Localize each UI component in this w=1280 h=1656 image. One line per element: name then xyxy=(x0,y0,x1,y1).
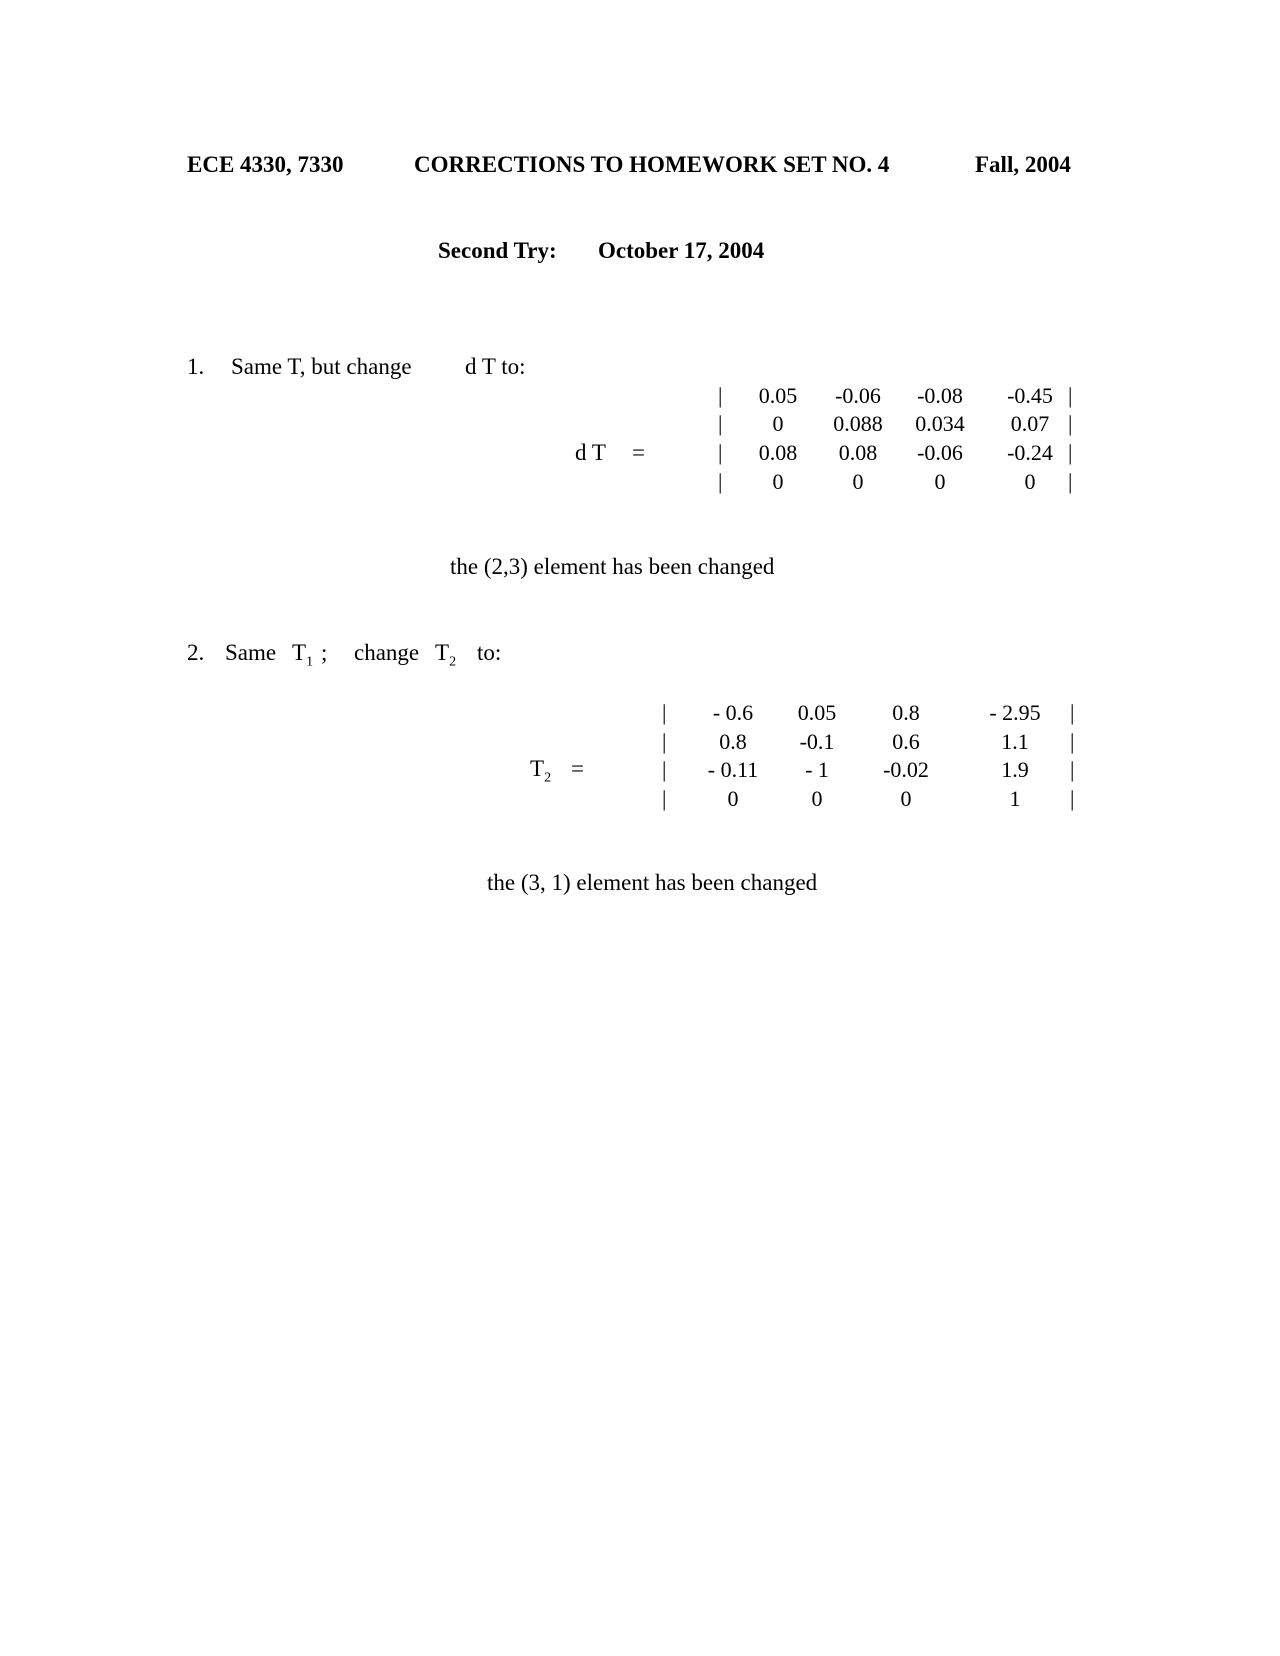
t2-matrix-cell-r3-c3: -0.02 xyxy=(883,757,929,782)
t2-matrix-cell-r1-c3: 0.8 xyxy=(892,700,920,725)
dt-equals-sign: = xyxy=(632,440,645,465)
t2-matrix-label-subscript: 2 xyxy=(544,770,552,786)
t2-subscript: 2 xyxy=(449,654,457,670)
problem-1-note: the (2,3) element has been changed xyxy=(450,554,775,579)
t2-base: T xyxy=(435,640,450,665)
dt-matrix-left-bracket: | xyxy=(718,411,723,436)
t2-matrix-left-bracket: | xyxy=(662,700,667,725)
t2-matrix-cell-r2-c1: 0.8 xyxy=(719,729,747,754)
t2-matrix-cell-r4-c3: 0 xyxy=(900,786,912,811)
document-title: CORRECTIONS TO HOMEWORK SET NO. 4 xyxy=(414,152,890,177)
dt-matrix-cell-r3-c2: 0.08 xyxy=(838,440,878,465)
dt-matrix-cell-r4-c2: 0 xyxy=(852,469,864,494)
t1-subscript: 1 xyxy=(306,654,314,670)
t2-matrix-right-bracket: | xyxy=(1070,729,1075,754)
dt-matrix-cell-r4-c4: 0 xyxy=(1024,469,1036,494)
dt-matrix-label: d T xyxy=(575,440,606,465)
t2-matrix-cell-r1-c2: 0.05 xyxy=(797,700,837,725)
t2-matrix-cell-r3-c1: - 0.11 xyxy=(707,757,759,782)
dt-matrix-cell-r1-c2: -0.06 xyxy=(835,383,881,408)
dt-matrix-cell-r2-c4: 0.07 xyxy=(1010,411,1050,436)
t2-matrix-right-bracket: | xyxy=(1070,700,1075,725)
t2-matrix-cell-r3-c2: - 1 xyxy=(805,757,829,782)
t2-matrix-cell-r2-c4: 1.1 xyxy=(1001,729,1029,754)
dt-matrix-cell-r2-c3: 0.034 xyxy=(915,411,965,436)
course-number: ECE 4330, 7330 xyxy=(187,152,344,177)
revision-label: Second Try: xyxy=(438,238,557,263)
t2-matrix-left-bracket: | xyxy=(662,729,667,754)
t2-matrix-left-bracket: | xyxy=(662,757,667,782)
problem-2-same: Same xyxy=(225,640,277,665)
problem-2-semicolon: ; xyxy=(321,640,328,665)
dt-matrix-cell-r2-c1: 0 xyxy=(772,411,784,436)
dt-matrix-cell-r1-c4: -0.45 xyxy=(1007,383,1053,408)
t2-matrix-cell-r4-c1: 0 xyxy=(727,786,739,811)
revision-date: October 17, 2004 xyxy=(598,238,765,263)
t2-matrix-left-bracket: | xyxy=(662,786,667,811)
problem-2-note: the (3, 1) element has been changed xyxy=(487,870,818,895)
t2-matrix-right-bracket: | xyxy=(1070,786,1075,811)
dt-matrix-cell-r3-c1: 0.08 xyxy=(758,440,798,465)
dt-matrix-left-bracket: | xyxy=(718,383,723,408)
dt-matrix-right-bracket: | xyxy=(1068,469,1073,494)
problem-2-to: to: xyxy=(477,640,502,665)
problem-1-text-dt: d T to: xyxy=(465,354,526,379)
t2-matrix-right-bracket: | xyxy=(1070,757,1075,782)
problem-1-text: Same T, but change xyxy=(231,354,412,379)
t1-symbol xyxy=(292,640,313,671)
dt-matrix-left-bracket: | xyxy=(718,440,723,465)
t2-symbol xyxy=(435,640,456,671)
problem-2-number: 2. xyxy=(187,640,205,665)
t2-matrix-label xyxy=(530,756,551,787)
problem-2-change: change xyxy=(354,640,420,665)
t2-matrix-cell-r1-c4: - 2.95 xyxy=(989,700,1041,725)
dt-matrix-right-bracket: | xyxy=(1068,440,1073,465)
t1-base: T xyxy=(292,640,307,665)
t2-matrix-cell-r4-c4: 1 xyxy=(1009,786,1021,811)
t2-matrix-cell-r3-c4: 1.9 xyxy=(1001,757,1029,782)
dt-matrix-right-bracket: | xyxy=(1068,383,1073,408)
dt-matrix-cell-r1-c3: -0.08 xyxy=(917,383,963,408)
dt-matrix-cell-r4-c3: 0 xyxy=(934,469,946,494)
term: Fall, 2004 xyxy=(975,152,1071,177)
problem-1-number: 1. xyxy=(187,354,205,379)
dt-matrix-cell-r3-c4: -0.24 xyxy=(1007,440,1053,465)
t2-matrix-label-base: T xyxy=(530,756,545,781)
dt-matrix-cell-r4-c1: 0 xyxy=(772,469,784,494)
t2-matrix-cell-r4-c2: 0 xyxy=(811,786,823,811)
t2-matrix-cell-r2-c3: 0.6 xyxy=(892,729,920,754)
t2-matrix-cell-r2-c2: -0.1 xyxy=(799,729,835,754)
dt-matrix-left-bracket: | xyxy=(718,469,723,494)
t2-equals-sign: = xyxy=(571,756,584,781)
dt-matrix-cell-r1-c1: 0.05 xyxy=(758,383,798,408)
dt-matrix-cell-r3-c3: -0.06 xyxy=(917,440,963,465)
t2-matrix-cell-r1-c1: - 0.6 xyxy=(712,700,754,725)
dt-matrix-cell-r2-c2: 0.088 xyxy=(833,411,883,436)
dt-matrix-right-bracket: | xyxy=(1068,411,1073,436)
